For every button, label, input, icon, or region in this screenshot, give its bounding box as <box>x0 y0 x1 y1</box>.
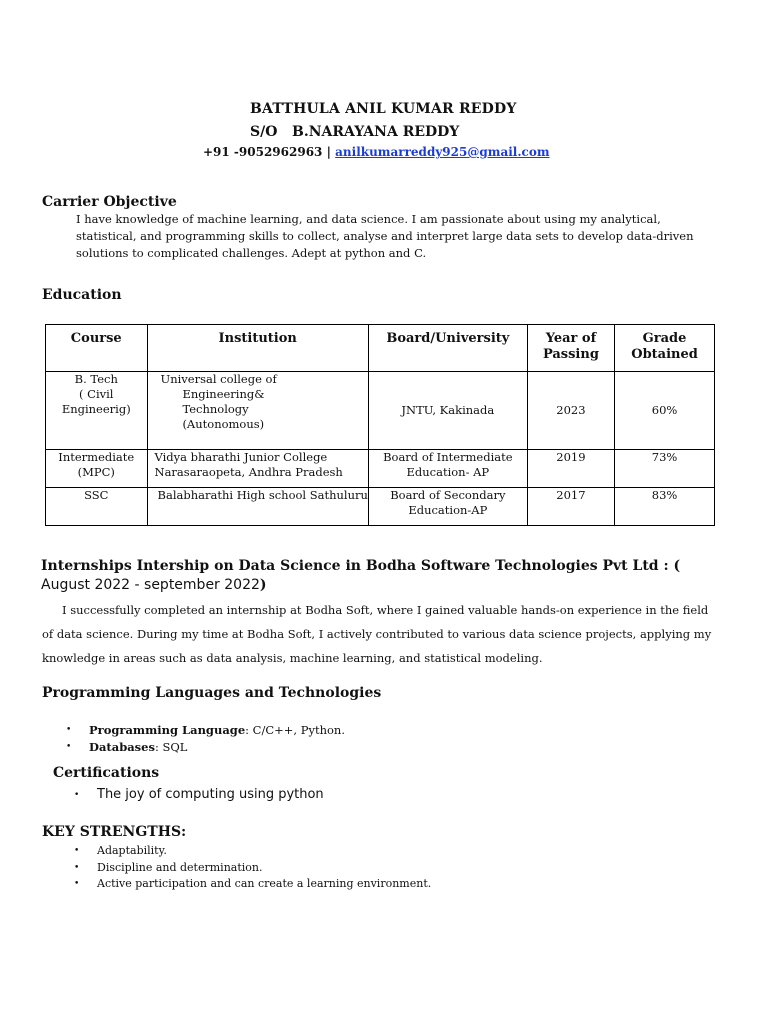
certifications-list <box>97 786 324 804</box>
table-row <box>46 372 715 450</box>
list-item <box>89 739 345 756</box>
column-header: Year of Passing <box>527 325 614 372</box>
internship-text: I successfully completed an internship at Bodha Soft, where I gained valuable hands-on experience in the field of data science. During my time at Bodha Soft, I actively contributed to various data science projects, applying my knowledge in areas such as data analysis, machine learning, and statistical modeling. <box>42 603 712 665</box>
education-table <box>45 324 715 526</box>
father-name: S/O B.NARAYANA REDDY <box>250 124 460 140</box>
table-header-row <box>46 325 715 372</box>
skill-value: : C/C++, Python. <box>245 723 345 737</box>
objective-heading: Carrier Objective <box>42 194 177 210</box>
strengths-heading: KEY STRENGTHS: <box>42 824 187 840</box>
board-cell: Board of Intermediate Education- AP <box>368 450 527 488</box>
skill-label: Databases <box>89 740 155 754</box>
skill-value: : SQL <box>154 740 188 754</box>
grade-cell: 83% <box>615 488 715 526</box>
year-cell: 2017 <box>527 488 614 526</box>
grade-cell: 60% <box>615 372 715 450</box>
list-item: • Discipline and determination. <box>97 860 431 877</box>
institution-cell: Universal college of Engineering& Technology (Autonomous) <box>147 372 368 450</box>
internship-heading <box>41 557 721 595</box>
year-cell: 2023 <box>527 372 614 450</box>
programming-list <box>89 722 345 756</box>
list-item <box>89 722 345 739</box>
list-item: • Active participation and can create a learning environment. <box>97 876 431 893</box>
course-cell: SSC <box>46 488 148 526</box>
board-cell: JNTU, Kakinada <box>368 372 527 450</box>
column-header: Institution <box>147 325 368 372</box>
table-row <box>46 488 715 526</box>
contact-line <box>203 145 550 159</box>
education-heading: Education <box>42 287 122 303</box>
list-item: • Adaptability. <box>97 843 431 860</box>
phone-number: +91 -9052962963 | <box>203 145 331 159</box>
column-header: Grade Obtained <box>615 325 715 372</box>
board-cell: Board of Secondary Education-AP <box>368 488 527 526</box>
strengths-list <box>97 843 431 893</box>
programming-heading: Programming Languages and Technologies <box>42 685 382 701</box>
table-row <box>46 450 715 488</box>
list-item: • The joy of computing using python <box>97 786 324 804</box>
objective-text: I have knowledge of machine learning, and data science. I am passionate about using my analytical, statistical, and programming skills to collect, analyse and interpret large data sets to develop data-driven solutions to complicated challenges. Adept at python and C. <box>76 212 694 260</box>
email-link[interactable]: anilkumarreddy925@gmail.com <box>335 145 550 159</box>
skill-label: Programming Language <box>89 723 246 737</box>
course-cell: B. Tech ( Civil Engineerig) <box>46 372 148 450</box>
candidate-name: BATTHULA ANIL KUMAR REDDY <box>250 101 517 117</box>
institution-cell: Vidya bharathi Junior College Narasaraopeta, Andhra Pradesh <box>147 450 368 488</box>
internship-title: Internships Intership on Data Science in Bodha Software Technologies Pvt Ltd : ( <box>41 558 681 574</box>
certifications-heading: Certifications <box>53 765 160 781</box>
grade-cell: 73% <box>615 450 715 488</box>
internship-dates: August 2022 - september 2022 <box>41 577 260 593</box>
column-header: Board/University <box>368 325 527 372</box>
column-header: Course <box>46 325 148 372</box>
course-cell: Intermediate (MPC) <box>46 450 148 488</box>
year-cell: 2019 <box>527 450 614 488</box>
institution-cell: Balabharathi High school Sathuluru <box>147 488 368 526</box>
internship-close-paren: ) <box>259 577 267 593</box>
